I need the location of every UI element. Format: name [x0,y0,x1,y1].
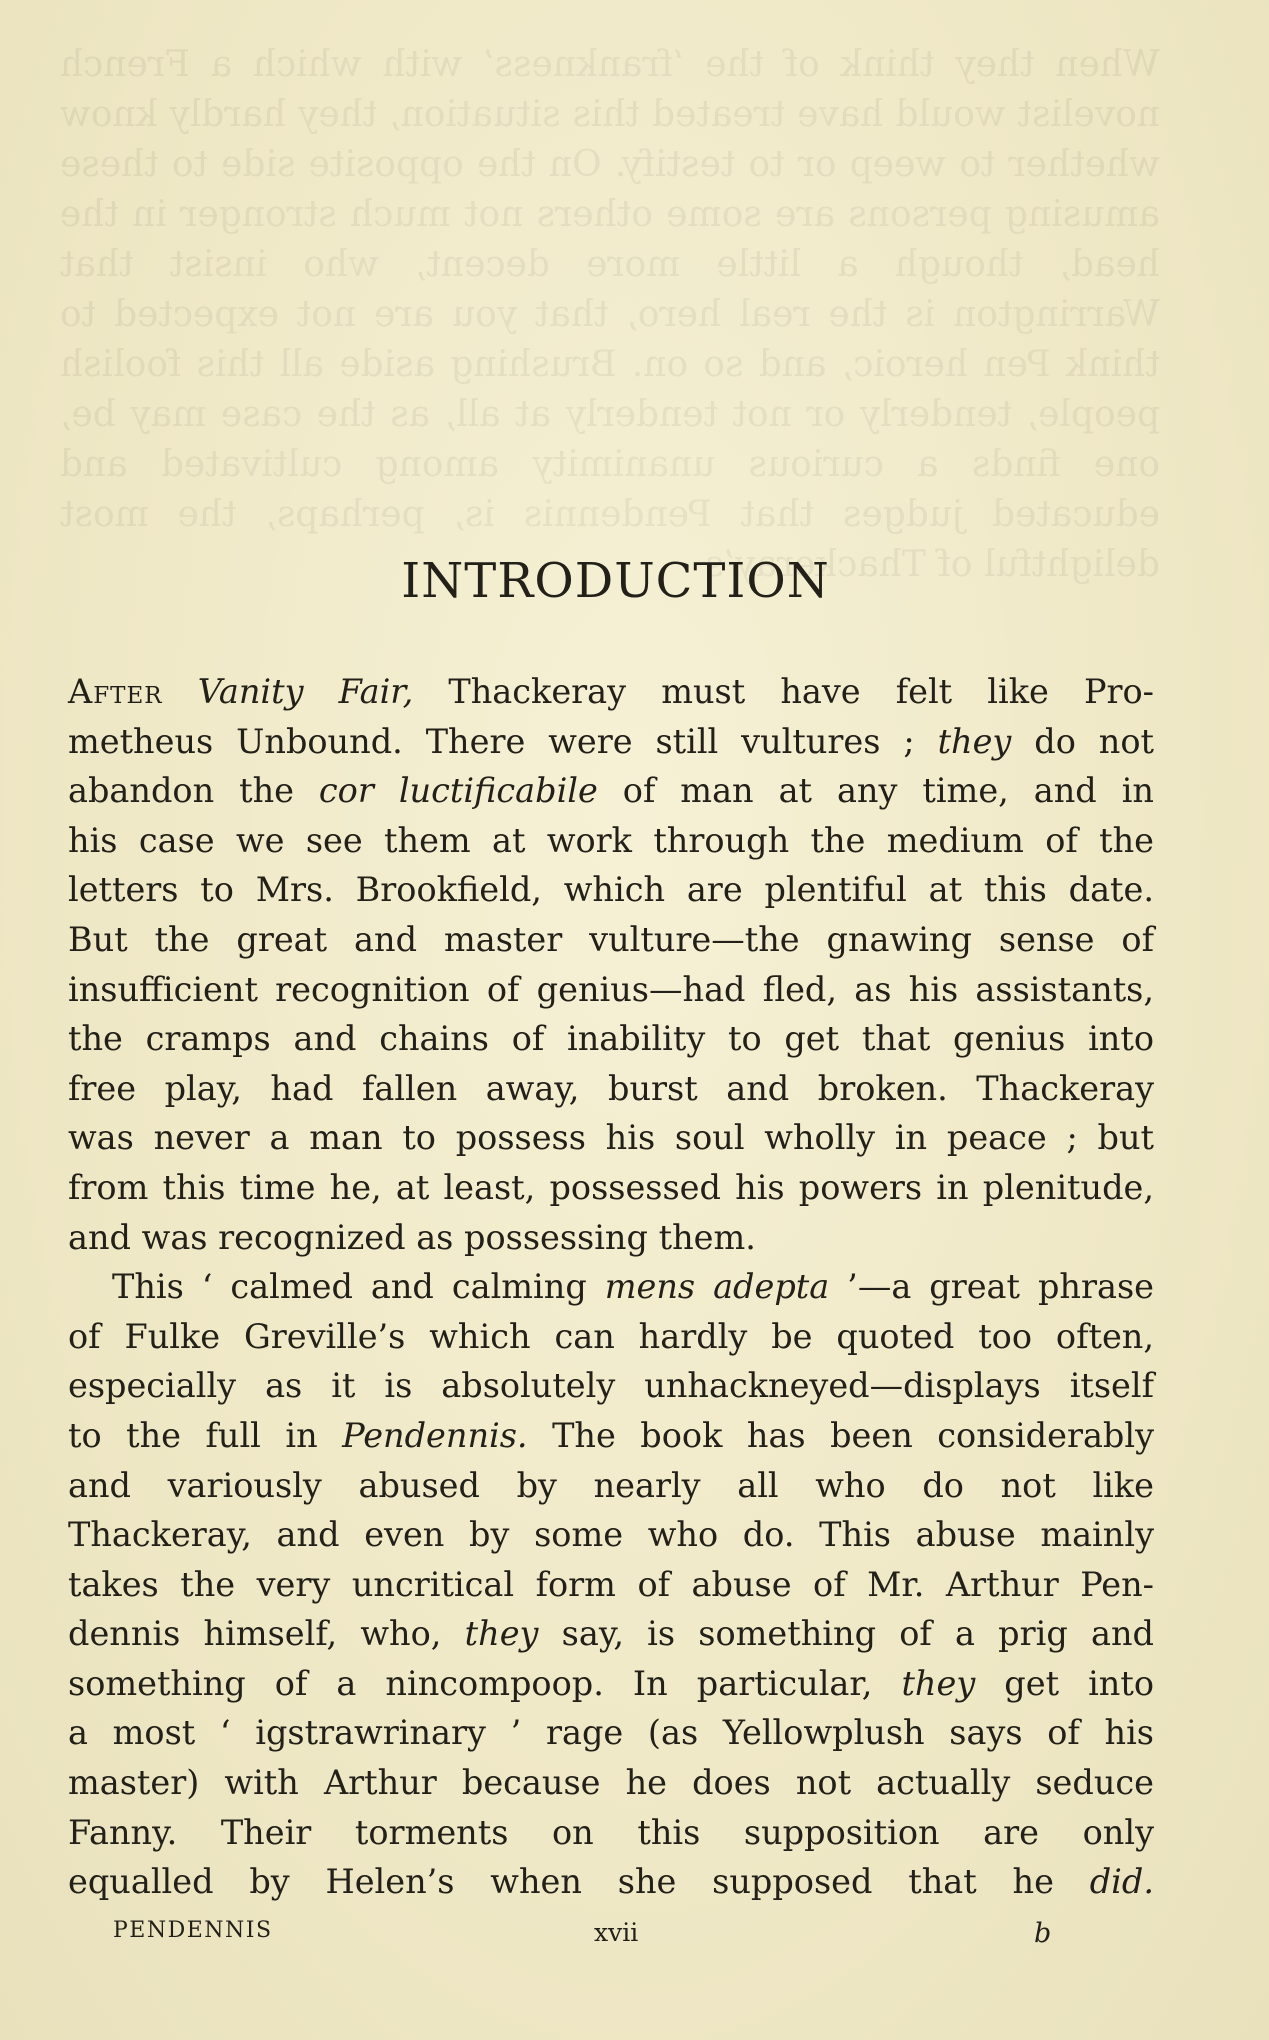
text-line: of Fulke Greville’s which can hardly be quoted too often, [68,1316,1154,1356]
text-line: takes the very uncritical form of abuse of Mr. Arthur Pen- [68,1564,1154,1604]
page-footer [0,1918,1269,1958]
text-line: equalled by Helen’s when she supposed that he did. [68,1862,1154,1902]
text-line: master) with Arthur because he does not actually seduce [68,1763,1154,1803]
text-run: Thackeray must have felt like Pro- [413,672,1154,711]
italic-phrase: they [464,1614,539,1654]
text-line: But the great and master vulture—the gnawing sense of [68,919,1154,959]
text-line: metheus Unbound. There were still vultures ; they do not [68,721,1155,761]
drop-word: After [68,672,163,711]
text-line: Fanny. Their torments on this supposition are only [68,1812,1154,1852]
text-line: and variously abused by nearly all who do not like [68,1465,1154,1505]
text-line: insufficient recognition of genius—had fled, as his assistants, [68,969,1154,1009]
text-line: free play, had fallen away, burst and broken. Thackeray [68,1068,1154,1108]
italic-phrase: Pendennis. [342,1415,528,1455]
chapter-title: INTRODUCTION [401,553,830,609]
paragraph-2 [68,1262,1154,1907]
italic-phrase: mens adepta [604,1267,830,1307]
italic-title: Vanity Fair, [162,672,414,711]
text-line: especially as it is absolutely unhackneyed—displays itself [68,1366,1154,1406]
italic-phrase: cor luctificabile [318,771,598,811]
sheet-mark: b [1034,1918,1052,1949]
text-line: the cramps and chains of inability to get that genius into [68,1019,1154,1059]
body-text [68,667,1154,1907]
text-line: was never a man to possess his soul wholly in peace ; but [68,1118,1154,1158]
page-number: xvii [594,1918,639,1947]
show-through-text: When they think of the ‘frankness’ with which a French novelist would have treated this situation, they hardly know whether to weep or to testify. On the opposite side to these amusing persons are some others not much stronger in the head, though a little more decent, who insist that Warrington is the real hero, that you are not expected to think Pen heroic, and so on. Brushing aside all this foolish people, tenderly or not tenderly at all, as the case may be, one finds a curious unanimity among cultivated and educated judges that Pendennis is, perhaps, the most delightful of Thackeray’s [60,44,1160,585]
text-line: Thackeray, and even by some who do. This abuse mainly [68,1515,1154,1555]
text-line: dennis himself, who, they say, is something of a prig and [68,1614,1155,1654]
italic-phrase: they [901,1663,976,1703]
italic-phrase: did. [1089,1862,1154,1902]
text-line [68,667,1154,717]
signature-mark: PENDENNIS [113,1918,273,1943]
text-line: a most ‘ igstrawrinary ’ rage (as Yellowplush says of his [68,1713,1154,1753]
text-line: letters to Mrs. Brookfield, which are plentiful at this date. [68,870,1154,910]
text-line: and was recognized as possessing them. [68,1217,756,1257]
text-line: to the full in Pendennis. The book has been considerably [68,1415,1155,1455]
text-line: his case we see them at work through the medium of the [68,820,1154,860]
italic-phrase: they [937,721,1012,761]
text-line: This ‘ calmed and calming mens adepta ’—a great phrase [112,1267,1154,1307]
text-line: something of a nincompoop. In particular, they get into [68,1663,1155,1703]
text-line: abandon the cor luctificabile of man at any time, and in [68,771,1154,811]
paragraph-1 [68,667,1154,1262]
text-line: from this time he, at least, possessed his powers in plenitude, [68,1167,1154,1207]
